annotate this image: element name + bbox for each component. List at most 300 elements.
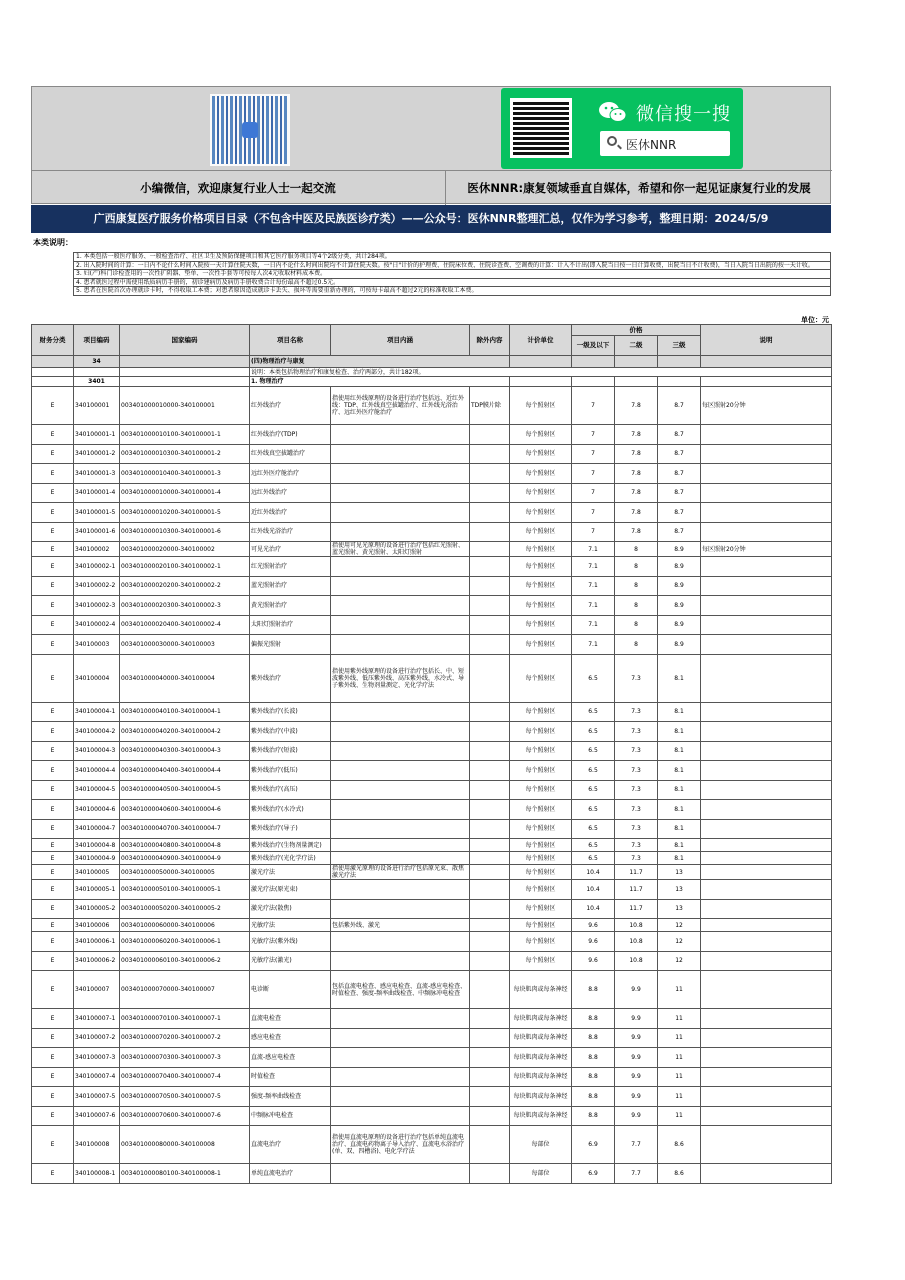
row-excluded bbox=[470, 483, 510, 503]
row-note bbox=[701, 483, 832, 503]
row-price-level3: 8.6 bbox=[658, 1126, 701, 1164]
row-price-level3: 8.7 bbox=[658, 425, 701, 445]
row-price-level2: 7.8 bbox=[615, 425, 658, 445]
row-name: 强度-频率曲线检查 bbox=[250, 1087, 331, 1107]
row-note bbox=[701, 932, 832, 952]
row-content bbox=[331, 1106, 470, 1126]
row-price-level2: 7.3 bbox=[615, 819, 658, 839]
row-content bbox=[331, 761, 470, 781]
table-row bbox=[32, 503, 832, 523]
row-excluded bbox=[470, 839, 510, 852]
row-note: 每区照射20分钟 bbox=[701, 542, 832, 557]
row-price-level3: 8.1 bbox=[658, 761, 701, 781]
row-name: 紫外线治疗(导子) bbox=[250, 819, 331, 839]
row-excluded bbox=[470, 852, 510, 865]
row-name: 蓝光照射治疗 bbox=[250, 576, 331, 596]
row-excluded: TDP膜片除 bbox=[470, 387, 510, 425]
row-unit: 每个照射区 bbox=[510, 483, 572, 503]
table-row bbox=[32, 761, 832, 781]
table-row bbox=[32, 741, 832, 761]
row-content bbox=[331, 576, 470, 596]
row-price-level3: 13 bbox=[658, 880, 701, 900]
row-national-code: 003401000070500-340100007-5 bbox=[120, 1087, 250, 1107]
table-row bbox=[32, 444, 832, 464]
row-name: 紫外线治疗(长波) bbox=[250, 702, 331, 722]
row-price-level3: 8.1 bbox=[658, 800, 701, 820]
row-excluded bbox=[470, 596, 510, 616]
row-national-code: 003401000070400-340100007-4 bbox=[120, 1067, 250, 1087]
row-code: 340100001-4 bbox=[74, 483, 120, 503]
row-note bbox=[701, 780, 832, 800]
row-content: 包括紫外线、激光 bbox=[331, 919, 470, 932]
row-price-level1: 6.9 bbox=[572, 1126, 615, 1164]
row-note bbox=[701, 741, 832, 761]
row-excluded bbox=[470, 880, 510, 900]
row-note bbox=[701, 1087, 832, 1107]
row-price-level1: 9.6 bbox=[572, 932, 615, 952]
table-row bbox=[32, 702, 832, 722]
row-code: 340100004-2 bbox=[74, 722, 120, 742]
row-code: 340100005 bbox=[74, 865, 120, 880]
row-content: 包括直流电检查、感应电检查、直流-感应电检查、时值检查、强度-频率曲线检查、中频脉冲电检查 bbox=[331, 971, 470, 1009]
row-national-code: 003401000080000-340100008 bbox=[120, 1126, 250, 1164]
row-national-code: 003401000050200-340100005-2 bbox=[120, 899, 250, 919]
row-price-level2: 7.7 bbox=[615, 1126, 658, 1164]
row-price-level2: 9.9 bbox=[615, 1009, 658, 1029]
row-code: 340100003 bbox=[74, 635, 120, 655]
row-excluded bbox=[470, 1067, 510, 1087]
row-excluded bbox=[470, 780, 510, 800]
row-note bbox=[701, 800, 832, 820]
row-price-level1: 6.5 bbox=[572, 722, 615, 742]
search-icon bbox=[607, 136, 617, 146]
row-code: 340100004-3 bbox=[74, 741, 120, 761]
row-category: E bbox=[32, 425, 74, 445]
row-code: 340100001-1 bbox=[74, 425, 120, 445]
row-category: E bbox=[32, 852, 74, 865]
row-code: 340100004-1 bbox=[74, 702, 120, 722]
row-content: 指使用红外线原理的设备进行治疗包括远、近红外线：TDP、红外线真空拔罐治疗、红外线光浴治疗、远红外医疗舱治疗 bbox=[331, 387, 470, 425]
row-national-code: 003401000020300-340100002-3 bbox=[120, 596, 250, 616]
row-note bbox=[701, 852, 832, 865]
section-description: 说明：本类包括物理治疗和康复检查、治疗两部分，共计182项。 bbox=[250, 368, 832, 377]
row-content bbox=[331, 702, 470, 722]
row-price-level3: 8.1 bbox=[658, 702, 701, 722]
row-unit: 每个照射区 bbox=[510, 596, 572, 616]
row-code: 340100002 bbox=[74, 542, 120, 557]
row-price-level3: 11 bbox=[658, 1028, 701, 1048]
row-code: 340100002-3 bbox=[74, 596, 120, 616]
row-price-level1: 6.5 bbox=[572, 800, 615, 820]
row-content bbox=[331, 557, 470, 577]
row-note bbox=[701, 635, 832, 655]
row-price-level1: 6.5 bbox=[572, 819, 615, 839]
row-content bbox=[331, 596, 470, 616]
note-item: 4. 患者就医过程中需使用纸质病历手册的，初诊建病历及病历手册收费合计每份最高不超过0.5元。 bbox=[74, 278, 831, 287]
row-price-level2: 9.9 bbox=[615, 971, 658, 1009]
row-code: 340100002-2 bbox=[74, 576, 120, 596]
row-code: 340100007-5 bbox=[74, 1087, 120, 1107]
row-unit: 每个照射区 bbox=[510, 615, 572, 635]
row-unit: 每个照射区 bbox=[510, 865, 572, 880]
row-code: 340100001-2 bbox=[74, 444, 120, 464]
row-content bbox=[331, 1164, 470, 1184]
row-price-level3: 8.1 bbox=[658, 722, 701, 742]
row-content bbox=[331, 522, 470, 542]
row-content bbox=[331, 722, 470, 742]
row-code: 340100007-1 bbox=[74, 1009, 120, 1029]
row-content bbox=[331, 899, 470, 919]
row-category: E bbox=[32, 1087, 74, 1107]
table-row bbox=[32, 1067, 832, 1087]
row-note bbox=[701, 1164, 832, 1184]
table-row bbox=[32, 880, 832, 900]
unit-label: 单位：元 bbox=[801, 316, 829, 324]
row-category: E bbox=[32, 542, 74, 557]
row-national-code: 003401000070600-340100007-6 bbox=[120, 1106, 250, 1126]
row-national-code: 003401000050000-340100005 bbox=[120, 865, 250, 880]
row-category: E bbox=[32, 780, 74, 800]
table-row bbox=[32, 839, 832, 852]
row-price-level2: 8 bbox=[615, 576, 658, 596]
row-category: E bbox=[32, 702, 74, 722]
row-unit: 每个照射区 bbox=[510, 780, 572, 800]
row-unit: 每块肌肉或每条神经 bbox=[510, 1009, 572, 1029]
qr-code-icon bbox=[510, 98, 572, 158]
row-excluded bbox=[470, 615, 510, 635]
row-note bbox=[701, 819, 832, 839]
row-note bbox=[701, 702, 832, 722]
table-row bbox=[32, 919, 832, 932]
row-unit: 每个照射区 bbox=[510, 576, 572, 596]
row-name: 黄光照射治疗 bbox=[250, 596, 331, 616]
row-category: E bbox=[32, 1126, 74, 1164]
right-caption: 医休NNR:康复领域垂直自媒体，希望和你一起见证康复行业的发展 bbox=[445, 170, 832, 205]
row-code: 340100002-1 bbox=[74, 557, 120, 577]
row-content bbox=[331, 635, 470, 655]
row-price-level3: 8.9 bbox=[658, 615, 701, 635]
row-price-level3: 11 bbox=[658, 1067, 701, 1087]
row-national-code: 003401000040100-340100004-1 bbox=[120, 702, 250, 722]
row-price-level2: 7.8 bbox=[615, 503, 658, 523]
table-row bbox=[32, 1126, 832, 1164]
row-code: 340100006-2 bbox=[74, 951, 120, 971]
row-name: 紫外线治疗(生物剂量测定) bbox=[250, 839, 331, 852]
row-price-level2: 9.9 bbox=[615, 1087, 658, 1107]
row-category: E bbox=[32, 865, 74, 880]
col-name: 项目名称 bbox=[250, 325, 331, 356]
row-price-level1: 10.4 bbox=[572, 865, 615, 880]
row-price-level1: 7.1 bbox=[572, 615, 615, 635]
row-unit: 每块肌肉或每条神经 bbox=[510, 1087, 572, 1107]
note-item: 5. 患者在医院首次办理就诊卡时，不得收取工本费；对患者原因造成就诊卡丢失、损坏等需要重新办理的，可按每卡最高不超过2元的标准收取工本费。 bbox=[74, 287, 831, 296]
row-excluded bbox=[470, 932, 510, 952]
row-name: 远红外医疗舱治疗 bbox=[250, 464, 331, 484]
row-excluded bbox=[470, 425, 510, 445]
row-national-code: 003401000010000-340100001 bbox=[120, 387, 250, 425]
col-note: 说明 bbox=[701, 325, 832, 356]
row-excluded bbox=[470, 1164, 510, 1184]
table-row bbox=[32, 557, 832, 577]
row-category: E bbox=[32, 951, 74, 971]
row-national-code: 003401000030000-340100003 bbox=[120, 635, 250, 655]
row-price-level1: 7 bbox=[572, 387, 615, 425]
row-price-level3: 12 bbox=[658, 919, 701, 932]
row-price-level3: 13 bbox=[658, 865, 701, 880]
row-excluded bbox=[470, 919, 510, 932]
table-row bbox=[32, 951, 832, 971]
row-price-level2: 7.8 bbox=[615, 387, 658, 425]
row-price-level1: 8.8 bbox=[572, 1028, 615, 1048]
row-name: 直流电检查 bbox=[250, 1009, 331, 1029]
row-category: E bbox=[32, 932, 74, 952]
row-note bbox=[701, 615, 832, 635]
row-excluded bbox=[470, 702, 510, 722]
row-unit: 每块肌肉或每条神经 bbox=[510, 1048, 572, 1068]
row-price-level1: 9.6 bbox=[572, 919, 615, 932]
row-code: 340100001-3 bbox=[74, 464, 120, 484]
row-price-level3: 8.6 bbox=[658, 1164, 701, 1184]
row-note bbox=[701, 425, 832, 445]
row-price-level2: 7.8 bbox=[615, 444, 658, 464]
row-unit: 每个照射区 bbox=[510, 503, 572, 523]
row-note bbox=[701, 761, 832, 781]
row-price-level3: 8.9 bbox=[658, 542, 701, 557]
row-code: 340100005-2 bbox=[74, 899, 120, 919]
row-category: E bbox=[32, 880, 74, 900]
row-content bbox=[331, 880, 470, 900]
row-price-level1: 8.8 bbox=[572, 1009, 615, 1029]
row-excluded bbox=[470, 503, 510, 523]
row-code: 340100004-7 bbox=[74, 819, 120, 839]
table-row bbox=[32, 1048, 832, 1068]
row-excluded bbox=[470, 444, 510, 464]
col-national-code: 国家编码 bbox=[120, 325, 250, 356]
row-category: E bbox=[32, 722, 74, 742]
row-category: E bbox=[32, 635, 74, 655]
row-price-level3: 8.9 bbox=[658, 576, 701, 596]
row-price-level1: 7 bbox=[572, 503, 615, 523]
row-unit: 每个照射区 bbox=[510, 464, 572, 484]
section-name: (四)物理治疗与康复 bbox=[250, 356, 510, 368]
row-note bbox=[701, 503, 832, 523]
row-note bbox=[701, 839, 832, 852]
row-unit: 每块肌肉或每条神经 bbox=[510, 1106, 572, 1126]
row-price-level3: 8.7 bbox=[658, 503, 701, 523]
row-national-code: 003401000010100-340100001-1 bbox=[120, 425, 250, 445]
table-row bbox=[32, 852, 832, 865]
row-unit: 每块肌肉或每条神经 bbox=[510, 1067, 572, 1087]
row-unit: 每个照射区 bbox=[510, 635, 572, 655]
row-content bbox=[331, 1087, 470, 1107]
row-price-level2: 10.8 bbox=[615, 919, 658, 932]
row-national-code: 003401000040400-340100004-4 bbox=[120, 761, 250, 781]
row-content bbox=[331, 444, 470, 464]
row-unit: 每块肌肉或每条神经 bbox=[510, 971, 572, 1009]
row-name: 太阳灯照射治疗 bbox=[250, 615, 331, 635]
row-price-level2: 7.8 bbox=[615, 464, 658, 484]
row-note bbox=[701, 919, 832, 932]
row-price-level3: 11 bbox=[658, 1048, 701, 1068]
row-content: 指使用直流电原理的设备进行治疗包括单纯直流电治疗、直流电药物离子导入治疗、直流电水浴治疗(单、双、四槽浴)、电化学疗法 bbox=[331, 1126, 470, 1164]
table-row bbox=[32, 635, 832, 655]
row-name: 光敏疗法(紫外线) bbox=[250, 932, 331, 952]
row-price-level2: 7.7 bbox=[615, 1164, 658, 1184]
row-excluded bbox=[470, 1048, 510, 1068]
row-code: 340100001-5 bbox=[74, 503, 120, 523]
row-price-level2: 10.8 bbox=[615, 932, 658, 952]
row-price-level1: 10.4 bbox=[572, 880, 615, 900]
qr-code-icon bbox=[210, 94, 290, 166]
row-name: 紫外线治疗(水冷式) bbox=[250, 800, 331, 820]
row-national-code: 003401000040500-340100004-5 bbox=[120, 780, 250, 800]
row-price-level3: 11 bbox=[658, 971, 701, 1009]
row-price-level1: 10.4 bbox=[572, 899, 615, 919]
row-category: E bbox=[32, 576, 74, 596]
row-code: 340100007-4 bbox=[74, 1067, 120, 1087]
row-code: 340100004-5 bbox=[74, 780, 120, 800]
row-category: E bbox=[32, 761, 74, 781]
row-excluded bbox=[470, 1028, 510, 1048]
table-row bbox=[32, 971, 832, 1009]
row-unit: 每个照射区 bbox=[510, 542, 572, 557]
wechat-search-input[interactable] bbox=[600, 131, 730, 156]
row-note: 每区照射20分钟 bbox=[701, 387, 832, 425]
row-national-code: 003401000010200-340100001-5 bbox=[120, 503, 250, 523]
table-row bbox=[32, 722, 832, 742]
row-note bbox=[701, 654, 832, 702]
row-name: 红外线真空拔罐治疗 bbox=[250, 444, 331, 464]
notes-table bbox=[73, 252, 831, 296]
row-national-code: 003401000060000-340100006 bbox=[120, 919, 250, 932]
row-national-code: 003401000070300-340100007-3 bbox=[120, 1048, 250, 1068]
row-unit: 每部位 bbox=[510, 1164, 572, 1184]
row-note bbox=[701, 522, 832, 542]
row-price-level1: 8.8 bbox=[572, 1106, 615, 1126]
wechat-icon bbox=[598, 100, 628, 124]
row-unit: 每个照射区 bbox=[510, 722, 572, 742]
row-unit: 每个照射区 bbox=[510, 880, 572, 900]
row-name: 红光照射治疗 bbox=[250, 557, 331, 577]
row-unit: 每个照射区 bbox=[510, 800, 572, 820]
row-excluded bbox=[470, 1106, 510, 1126]
col-content: 项目内涵 bbox=[331, 325, 470, 356]
row-category: E bbox=[32, 741, 74, 761]
notes-label: 本类说明： bbox=[33, 238, 73, 247]
row-name: 电诊断 bbox=[250, 971, 331, 1009]
row-content bbox=[331, 503, 470, 523]
table-row bbox=[32, 522, 832, 542]
row-content bbox=[331, 932, 470, 952]
row-category: E bbox=[32, 557, 74, 577]
row-category: E bbox=[32, 971, 74, 1009]
row-price-level1: 6.5 bbox=[572, 839, 615, 852]
row-note bbox=[701, 899, 832, 919]
col-excluded: 除外内容 bbox=[470, 325, 510, 356]
row-category: E bbox=[32, 387, 74, 425]
table-row bbox=[32, 1087, 832, 1107]
row-price-level1: 7.1 bbox=[572, 576, 615, 596]
row-category: E bbox=[32, 522, 74, 542]
row-unit: 每个照射区 bbox=[510, 852, 572, 865]
row-price-level1: 7.1 bbox=[572, 635, 615, 655]
row-national-code: 003401000020000-340100002 bbox=[120, 542, 250, 557]
row-unit: 每个照射区 bbox=[510, 557, 572, 577]
row-price-level3: 8.7 bbox=[658, 522, 701, 542]
row-name: 红外线光浴治疗 bbox=[250, 522, 331, 542]
row-excluded bbox=[470, 971, 510, 1009]
note-item: 2. 出入院时间的计算：一日内不论什么时间入院按一天计算住院天数，一日内不论什么时间出院均不计算住院天数。按"日"计价的护理费、住院床位费、住院诊查费、空调费的计算：计入不计出(即入院当日按一日计算收费，出院当日不计收费)，当日入院当日出院的按一天计收。 bbox=[74, 261, 831, 270]
row-national-code: 003401000070200-340100007-2 bbox=[120, 1028, 250, 1048]
row-unit: 每部位 bbox=[510, 1126, 572, 1164]
table-row bbox=[32, 865, 832, 880]
row-price-level1: 6.5 bbox=[572, 741, 615, 761]
row-price-level3: 8.9 bbox=[658, 557, 701, 577]
row-content bbox=[331, 951, 470, 971]
row-national-code: 003401000070000-340100007 bbox=[120, 971, 250, 1009]
row-content bbox=[331, 1028, 470, 1048]
row-unit: 每个照射区 bbox=[510, 741, 572, 761]
row-price-level3: 8.7 bbox=[658, 444, 701, 464]
row-price-level1: 8.8 bbox=[572, 1087, 615, 1107]
row-code: 340100005-1 bbox=[74, 880, 120, 900]
table-row bbox=[32, 819, 832, 839]
row-code: 340100006-1 bbox=[74, 932, 120, 952]
row-unit: 每块肌肉或每条神经 bbox=[510, 1028, 572, 1048]
col-level3: 三级 bbox=[658, 336, 701, 356]
table-row bbox=[32, 542, 832, 557]
row-content bbox=[331, 741, 470, 761]
row-price-level2: 7.3 bbox=[615, 702, 658, 722]
row-price-level3: 8.1 bbox=[658, 839, 701, 852]
row-price-level1: 7 bbox=[572, 425, 615, 445]
row-excluded bbox=[470, 464, 510, 484]
row-price-level2: 8 bbox=[615, 542, 658, 557]
price-table bbox=[31, 324, 832, 1184]
row-price-level2: 7.8 bbox=[615, 522, 658, 542]
row-price-level2: 7.8 bbox=[615, 483, 658, 503]
row-content bbox=[331, 780, 470, 800]
row-unit: 每个照射区 bbox=[510, 522, 572, 542]
left-caption: 小编微信，欢迎康复行业人士一起交流 bbox=[31, 170, 445, 205]
row-category: E bbox=[32, 615, 74, 635]
row-note bbox=[701, 1067, 832, 1087]
row-excluded bbox=[470, 951, 510, 971]
row-note bbox=[701, 951, 832, 971]
row-price-level1: 6.9 bbox=[572, 1164, 615, 1184]
row-price-level2: 8 bbox=[615, 635, 658, 655]
row-name: 近红外线治疗 bbox=[250, 503, 331, 523]
row-national-code: 003401000040800-340100004-8 bbox=[120, 839, 250, 852]
row-price-level3: 8.7 bbox=[658, 387, 701, 425]
row-note bbox=[701, 1126, 832, 1164]
row-price-level1: 6.5 bbox=[572, 654, 615, 702]
table-row bbox=[32, 387, 832, 425]
row-national-code: 003401000040200-340100004-2 bbox=[120, 722, 250, 742]
row-price-level2: 10.8 bbox=[615, 951, 658, 971]
row-price-level1: 7.1 bbox=[572, 596, 615, 616]
row-code: 340100007-2 bbox=[74, 1028, 120, 1048]
row-price-level2: 7.3 bbox=[615, 839, 658, 852]
row-price-level1: 8.8 bbox=[572, 1067, 615, 1087]
row-unit: 每个照射区 bbox=[510, 839, 572, 852]
row-category: E bbox=[32, 1009, 74, 1029]
row-price-level2: 7.3 bbox=[615, 800, 658, 820]
row-category: E bbox=[32, 464, 74, 484]
row-national-code: 003401000010000-340100001-4 bbox=[120, 483, 250, 503]
row-price-level2: 8 bbox=[615, 615, 658, 635]
table-row bbox=[32, 483, 832, 503]
